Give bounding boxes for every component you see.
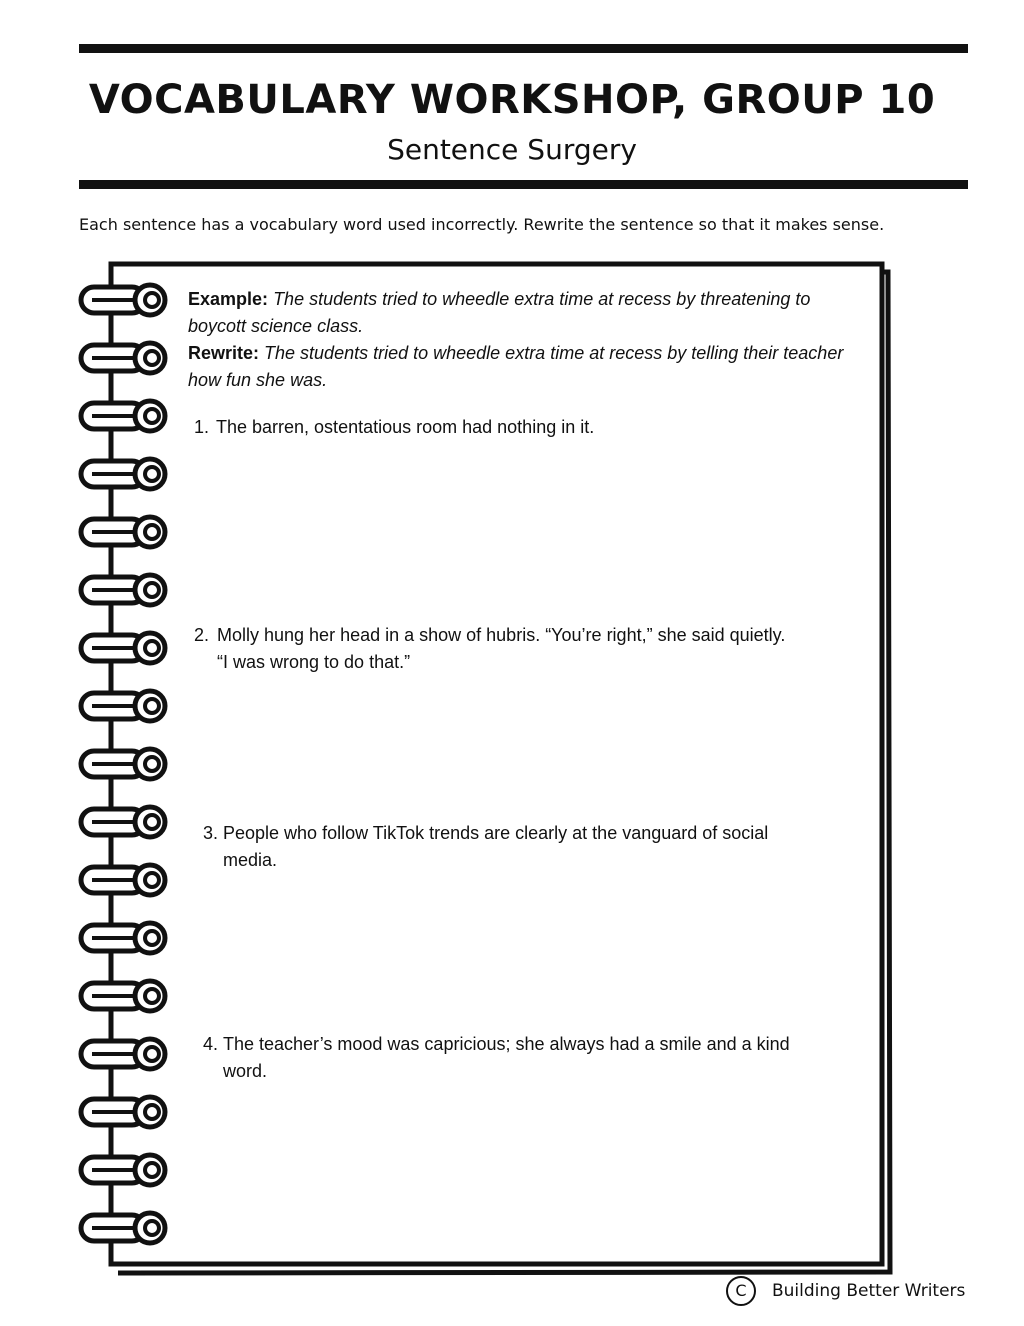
instructions: Each sentence has a vocabulary word used incorrectly. Rewrite the sentence so that it makes sense.	[79, 215, 885, 234]
binding-ring	[81, 459, 165, 489]
rewrite-line	[188, 340, 868, 394]
item-text: People who follow TikTok trends are clearly at the vanguard of social media.	[223, 823, 769, 870]
binding-ring	[81, 981, 165, 1011]
footer-text: Building Better Writers	[772, 1281, 966, 1301]
binding-ring	[81, 575, 165, 605]
binding-ring	[81, 865, 165, 895]
binding-ring	[81, 285, 165, 315]
footer	[726, 1276, 996, 1306]
item-number: 1.	[194, 417, 210, 437]
list-item	[203, 820, 793, 874]
binding-ring	[81, 1039, 165, 1069]
item-text: The teacher’s mood was capricious; she always had a smile and a kind word.	[223, 1034, 790, 1081]
rewrite-label: Rewrite:	[188, 343, 260, 363]
item-number: 4.	[203, 1034, 219, 1054]
binding-ring	[81, 633, 165, 663]
item-number: 3.	[203, 823, 219, 843]
item-text: The barren, ostentatious room had nothing in it.	[216, 417, 595, 437]
example-text: The students tried to wheedle extra time at recess by threatening to boycott science class.	[188, 289, 811, 336]
binding-ring	[81, 1097, 165, 1127]
page-subtitle: Sentence Surgery	[387, 133, 637, 166]
spiral-binding	[81, 285, 165, 1243]
binding-ring	[81, 923, 165, 953]
binding-ring	[81, 691, 165, 721]
copyright-icon: C	[726, 1276, 756, 1306]
binding-ring	[81, 343, 165, 373]
item-number: 2.	[194, 625, 210, 645]
binding-ring	[81, 1155, 165, 1185]
binding-ring	[81, 749, 165, 779]
binding-ring	[81, 517, 165, 547]
list-item	[194, 622, 794, 676]
binding-ring	[81, 807, 165, 837]
list-item	[203, 1031, 823, 1085]
example-block	[188, 286, 868, 394]
page-title: VOCABULARY WORKSHOP, GROUP 10	[88, 77, 936, 123]
example-line	[188, 286, 868, 340]
item-text: Molly hung her head in a show of hubris. “You’re right,” she said quietly. “I was wrong to do that.”	[217, 625, 786, 672]
list-item	[194, 414, 854, 441]
example-label: Example:	[188, 289, 269, 309]
binding-ring	[81, 1213, 165, 1243]
binding-ring	[81, 401, 165, 431]
rewrite-text: The students tried to wheedle extra time at recess by telling their teacher how fun she was.	[188, 343, 844, 390]
